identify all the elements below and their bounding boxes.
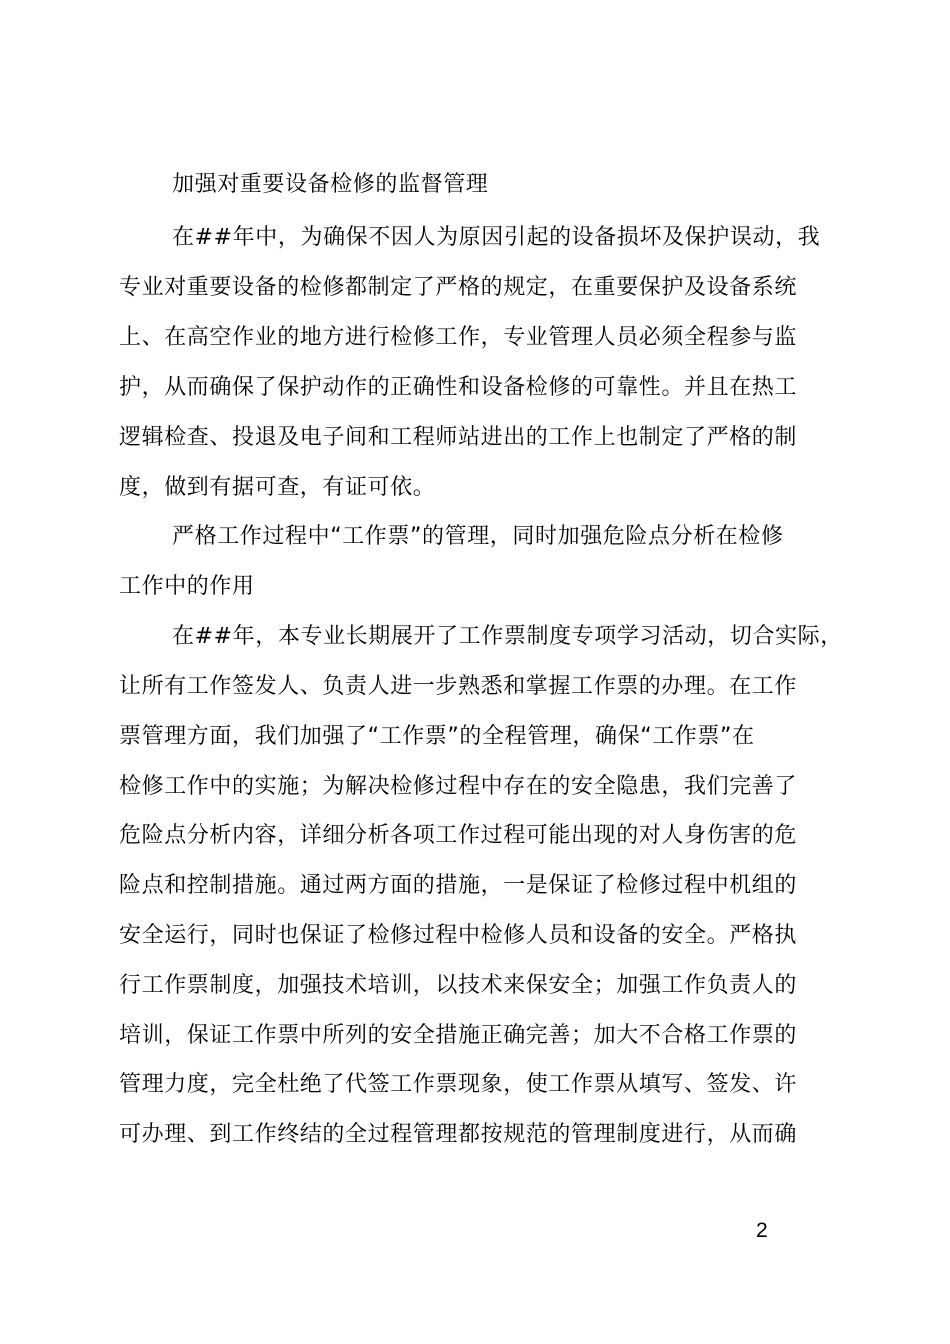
- paragraph-2-line-1: 在##年，本专业长期展开了工作票制度专项学习活动，切合实际，: [172, 624, 843, 649]
- section-heading-1: 加强对重要设备检修的监督管理: [172, 172, 489, 197]
- paragraph-1-line-2: 专业对重要设备的检修都制定了严格的规定，在重要保护及设备系统: [119, 275, 798, 300]
- paragraph-1-line-6: 度，做到有据可查，有证可依。: [119, 475, 436, 500]
- paragraph-2-line-6: 险点和控制措施。通过两方面的措施，一是保证了检修过程中机组的: [119, 873, 798, 898]
- section-heading-2-line-2: 工作中的作用: [119, 574, 255, 599]
- paragraph-2-line-5: 危险点分析内容，详细分析各项工作过程可能出现的对人身伤害的危: [119, 823, 798, 848]
- paragraph-2-line-10: 管理力度，完全杜绝了代签工作票现象，使工作票从填写、签发、许: [119, 1072, 798, 1097]
- paragraph-2-line-8: 行工作票制度，加强技术培训，以技术来保安全；加强工作负责人的: [119, 973, 798, 998]
- paragraph-2-line-7: 安全运行，同时也保证了检修过程中检修人员和设备的安全。严格执: [119, 923, 798, 948]
- paragraph-1-line-3: 上、在高空作业的地方进行检修工作，专业管理人员必须全程参与监: [119, 325, 798, 350]
- page-number: 2: [756, 1219, 768, 1242]
- paragraph-2-line-11: 可办理、到工作终结的全过程管理都按规范的管理制度进行，从而确: [119, 1122, 798, 1147]
- paragraph-2-line-9: 培训，保证工作票中所列的安全措施正确完善；加大不合格工作票的: [119, 1023, 798, 1048]
- paragraph-2-line-2: 让所有工作签发人、负责人进一步熟悉和掌握工作票的办理。在工作: [119, 674, 798, 699]
- section-heading-2-line-1: 严格工作过程中“工作票”的管理，同时加强危险点分析在检修: [172, 524, 784, 549]
- paragraph-2-line-4: 检修工作中的实施；为解决检修过程中存在的安全隐患，我们完善了: [119, 774, 798, 799]
- paragraph-1-line-1: 在##年中，为确保不因人为原因引起的设备损坏及保护误动，我: [172, 225, 821, 250]
- paragraph-1-line-5: 逻辑检查、投退及电子间和工程师站进出的工作上也制定了严格的制: [119, 425, 798, 450]
- paragraph-1-line-4: 护，从而确保了保护动作的正确性和设备检修的可靠性。并且在热工: [119, 375, 798, 400]
- paragraph-2-line-3: 票管理方面，我们加强了“工作票”的全程管理，确保“工作票”在: [119, 724, 755, 749]
